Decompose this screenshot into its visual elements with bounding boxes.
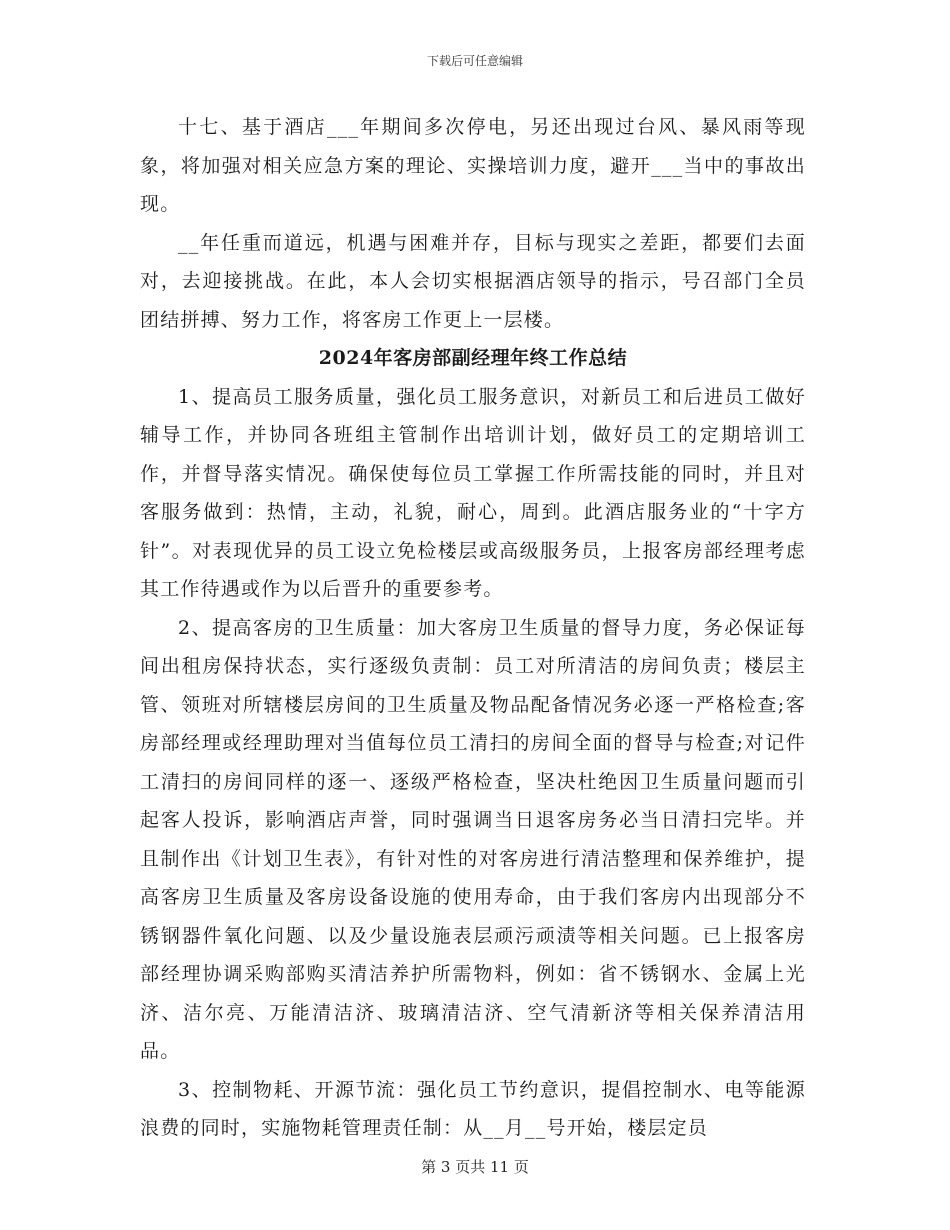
page-number: 第 3 页共 11 页 — [421, 1158, 529, 1176]
document-body — [140, 108, 806, 1148]
paragraph-1: 1、提高员工服务质量，强化员工服务意识，对新员工和后进员工做好辅导工作，并协同各班组主管制作出培训计划，做好员工的定期培训工作，并督导落实情况。确保使每位员工掌握工作所需技能的同时，并且对客服务做到：热情，主动，礼貌，耐心，周到。此酒店服务业的“十字方针”。对表现优异的员工设立免检楼层或高级服务员，上报客房部经理考虑其工作待遇或作为以后晋升的重要参考。 — [140, 385, 806, 600]
header-note: 下载后可任意编辑 — [426, 54, 523, 68]
paragraph-closing: __年任重而道远，机遇与困难并存，目标与现实之差距，都要们去面对，去迎接挑战。在此，本人会切实根据酒店领导的指示，号召部门全员团结拼搏、努力工作，将客房工作更上一层楼。 — [140, 231, 806, 331]
paragraph-17: 十七、基于酒店___年期间多次停电，另还出现过台风、暴风雨等现象，将加强对相关应急方案的理论、实操培训力度，避开___当中的事故出现。 — [140, 116, 806, 215]
paragraph-3: 3、控制物耗、开源节流：强化员工节约意识，提倡控制水、电等能源浪费的同时，实施物耗管理责任制：从__月__号开始，楼层定员 — [140, 1078, 806, 1139]
section-heading: 2024年客房部副经理年终工作总结 — [318, 347, 628, 369]
paragraph-2: 2、提高客房的卫生质量：加大客房卫生质量的督导力度，务必保证每间出租房保持状态，实行逐级负责制：员工对所清洁的房间负责；楼层主管、领班对所辖楼层房间的卫生质量及物品配备情况务必逐一严格检查;客房部经理或经理助理对当值每位员工清扫的房间全面的督导与检查;对记件工清扫的房间同样的逐一、逐级严格检查，坚决杜绝因卫生质量问题而引起客人投诉，影响酒店声誉，同时强调当日退客房务必当日清扫完毕。并且制作出《计划卫生表》，有针对性的对客房进行清洁整理和保养维护，提高客房卫生质量及客房设备设施的使用寿命，由于我们客房内出现部分不锈钢器件氧化问题、以及少量设施表层顽污顽渍等相关问题。已上报客房部经理协调采购部购买清洁养护所需物料，例如：省不锈钢水、金属上光济、洁尔亮、万能清洁济、玻璃清洁济、空气清新济等相关保养清洁用品。 — [140, 616, 806, 1062]
